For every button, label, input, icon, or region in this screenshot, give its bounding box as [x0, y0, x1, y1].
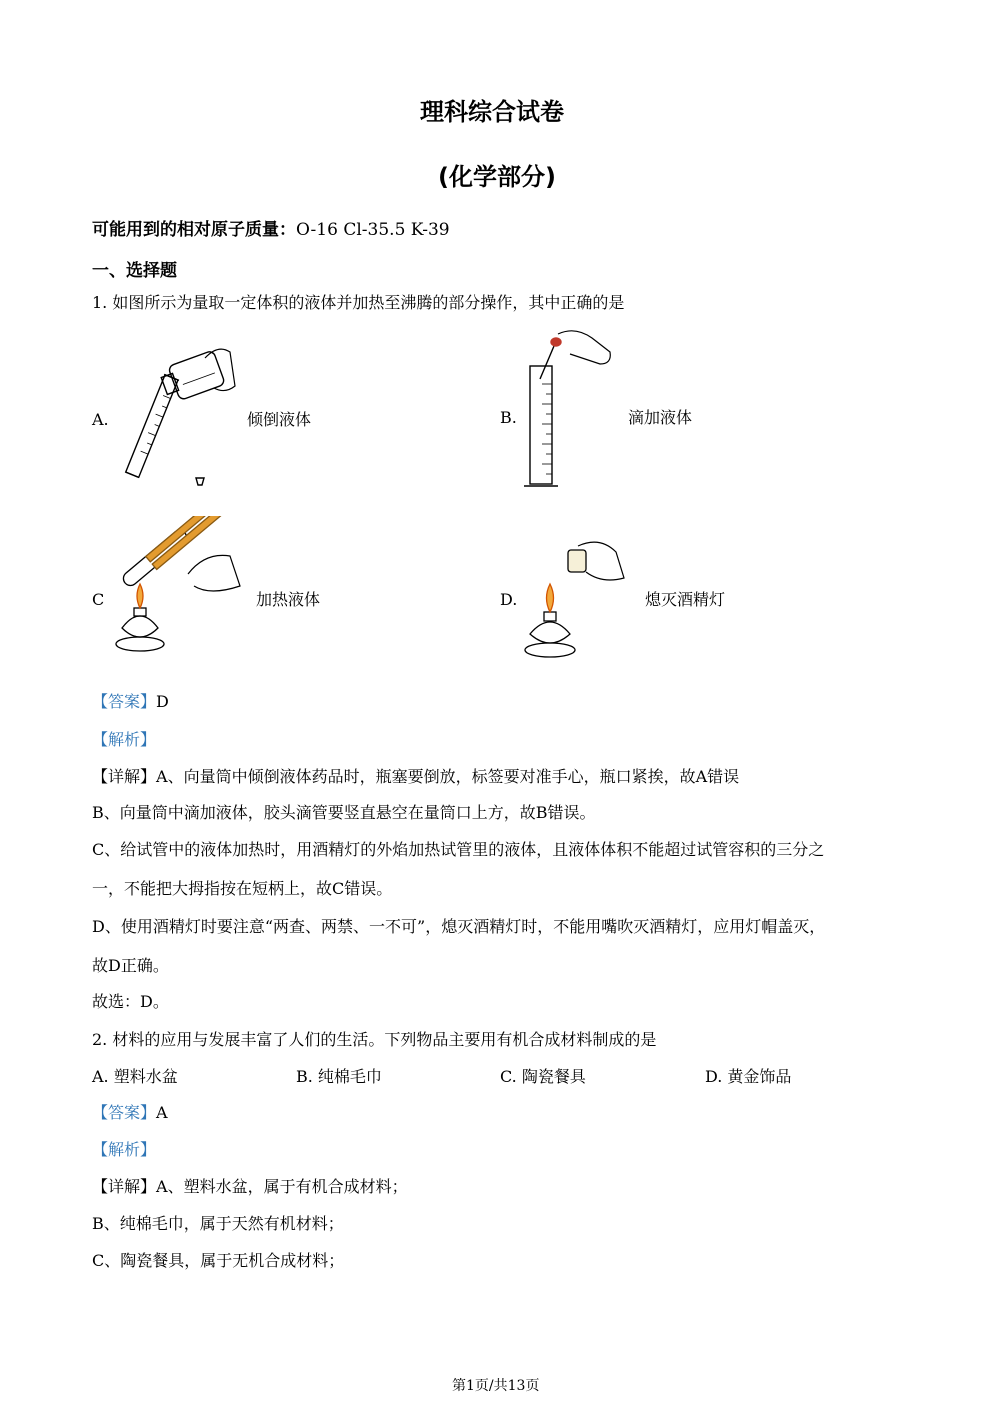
q1-detail-line-4: 一，不能把大拇指按在短柄上，故C错误。	[92, 879, 393, 898]
atomic-mass-label: 可能用到的相对原子质量：	[92, 220, 296, 240]
q1-option-a-letter: A.	[92, 410, 109, 429]
q1-option-c-caption: 加热液体	[256, 590, 321, 609]
page-subtitle: (化学部分)	[438, 163, 556, 191]
q1-stem: 1. 如图所示为量取一定体积的液体并加热至沸腾的部分操作，其中正确的是	[92, 293, 625, 312]
dripping-liquid-figure	[520, 324, 620, 492]
answer-value: D	[156, 692, 169, 711]
q2-option-b: B. 纯棉毛巾	[296, 1067, 382, 1086]
q1-detail-line-1	[92, 767, 739, 787]
q1-option-d-caption: 熄灭酒精灯	[645, 590, 726, 609]
detail-tag: 【详解】	[92, 767, 157, 786]
section-heading: 一、选择题	[92, 261, 177, 281]
q2-detail-line-1	[92, 1177, 408, 1197]
q1-option-b-caption: 滴加液体	[628, 408, 693, 427]
answer-tag: 【答案】	[92, 1103, 157, 1122]
q1-detail-line-3: C、给试管中的液体加热时，用酒精灯的外焰加热试管里的液体，且液体体积不能超过试管容积的三分之	[92, 840, 825, 859]
q1-option-d-letter: D.	[500, 590, 518, 609]
atomic-mass-values: O-16 Cl-35.5 K-39	[296, 220, 450, 240]
pouring-liquid-figure	[110, 338, 240, 493]
page-title: 理科综合试卷	[420, 98, 564, 126]
q2-option-c: C. 陶瓷餐具	[500, 1067, 586, 1086]
q1-option-c-letter: C	[92, 590, 105, 609]
answer-value: A	[156, 1103, 168, 1122]
answer-tag: 【答案】	[92, 692, 157, 711]
detail-tag: 【详解】	[92, 1177, 157, 1196]
q2-analysis-tag: 【解析】	[92, 1140, 157, 1159]
q1-detail-line-7: 故选：D。	[92, 992, 169, 1011]
q1-answer	[92, 692, 169, 712]
page-footer: 第1页/共13页	[452, 1378, 540, 1394]
heating-liquid-figure	[110, 516, 245, 654]
extinguish-lamp-figure	[520, 538, 630, 664]
q2-detail-line-3: C、陶瓷餐具，属于无机合成材料；	[92, 1251, 345, 1270]
q1-detail-line-6: 故D正确。	[92, 956, 169, 975]
detail-text: A、塑料水盆，属于有机合成材料；	[156, 1177, 408, 1196]
detail-text: A、向量筒中倾倒液体药品时，瓶塞要倒放，标签要对准手心，瓶口紧挨，故A错误	[156, 767, 740, 786]
q2-detail-line-2: B、纯棉毛巾，属于天然有机材料；	[92, 1214, 344, 1233]
q2-answer	[92, 1103, 168, 1123]
q2-stem: 2. 材料的应用与发展丰富了人们的生活。下列物品主要用有机合成材料制成的是	[92, 1030, 657, 1049]
q1-detail-line-5: D、使用酒精灯时要注意“两查、两禁、一不可”，熄灭酒精灯时，不能用嘴吹灭酒精灯，应用灯帽盖灭，	[92, 917, 826, 936]
q1-option-b-letter: B.	[500, 408, 517, 427]
q1-detail-line-2: B、向量筒中滴加液体，胶头滴管要竖直悬空在量筒口上方，故B错误。	[92, 803, 596, 822]
q2-option-d: D. 黄金饰品	[705, 1067, 792, 1086]
q2-option-a: A. 塑料水盆	[92, 1067, 178, 1086]
atomic-mass-line	[92, 215, 450, 240]
q1-analysis-tag: 【解析】	[92, 730, 157, 749]
q1-option-a-caption: 倾倒液体	[247, 410, 312, 429]
